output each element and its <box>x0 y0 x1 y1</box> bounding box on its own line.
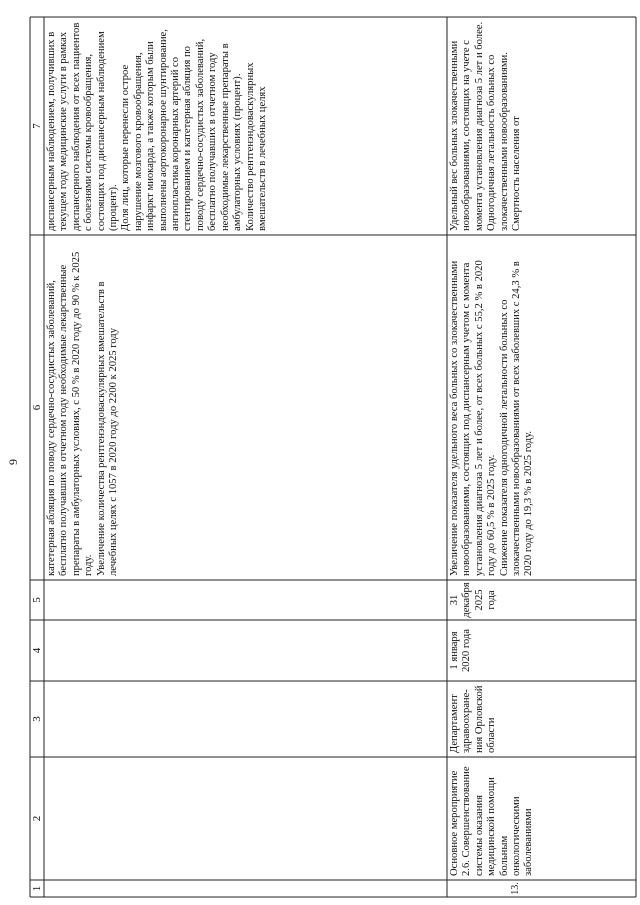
row-13-number: 13. <box>510 882 521 895</box>
continuation-row-col7 <box>44 17 447 235</box>
header-col-6: 6 <box>31 404 43 411</box>
row-13-col7-indicators <box>447 17 636 235</box>
row-13-col2-measure: Основное мероприятие 2.6. Совершенствование системы оказания медицинской помощи больным онкологическими заболеваниями <box>449 766 535 876</box>
text-block: Увеличение количества рентгенэндоваскулярных вмешательств в лечебных целях с 1057 в 2020 году до 2200 к 2025 году <box>95 281 120 576</box>
page-number: 9 <box>6 459 20 465</box>
text-block: Доля лиц, которые перенесли острое нарушение мозгового кровообращения, инфаркт миокарда, а также которым были выполнены аортокоронарное шунтирование, ангиопластика коронарных артерий со стентированием и катетерная абляция по поводу сердечно-сосудистых заболеваний, бесплатно получавших в отчетном году необходимые лекарственные препараты в амбулаторных условиях (процент). <box>120 29 244 231</box>
continuation-row-col6 <box>44 235 447 580</box>
text-block: Увеличение показателя удельного веса больных со злокачественными новообразованиями, состоящих под диспансерным учетом с момента установления диагноза 5 лет и более, от всех больных с 55,2 % в 2020 году до 60,5 % в 2025 году. <box>449 260 498 576</box>
row-13-col4-start-date: 1 января 2020 года <box>449 629 473 673</box>
header-col-4: 4 <box>31 647 43 654</box>
text-block: диспансерным наблюдением, получивших в текущем году медицинские услуги в рамках диспансерного наблюдения от всех пациентов с болезнями системы кровообращения, состоящих под диспансерным наблюдением (процент). <box>46 22 120 231</box>
header-col-1: 1 <box>31 885 43 892</box>
header-col-7: 7 <box>31 123 43 129</box>
row-13-col6-results <box>447 235 636 580</box>
text-block: Удельный вес больных злокачественными новообразованиями, состоящих на учете с момента установления диагноза 5 лет и более. <box>449 21 485 231</box>
header-col-5: 5 <box>31 597 43 603</box>
row-13-col3-executor: Департамент здравоохране-ния Орловской области <box>449 685 498 753</box>
row-13-col5-end-date: 31 декабря 2025 года <box>449 582 498 618</box>
text-block: Снижение показателя одногодичной летальности больных со злокачественными новообразованиями от всех заболевших с 24,3 % в 2020 году до 19,3 % в 2025 году. <box>498 261 535 576</box>
header-col-3: 3 <box>31 716 43 722</box>
text-block: Количество рентгенэндоваскулярных вмешательств в лечебных целях <box>244 62 268 231</box>
header-col-2: 2 <box>31 815 43 822</box>
text-block: Одногодичная летальность больных со злокачественными новообразованиями. <box>486 52 510 231</box>
text-block: катетерная абляция по поводу сердечно-сосудистых заболеваний, бесплатно получавших в отчетном году необходимые лекарственные препараты в амбулаторных условиях, с 50 % в 2020 году до 90 % к 2025 году. <box>46 251 95 576</box>
text-block: Смертность населения от <box>511 116 523 231</box>
